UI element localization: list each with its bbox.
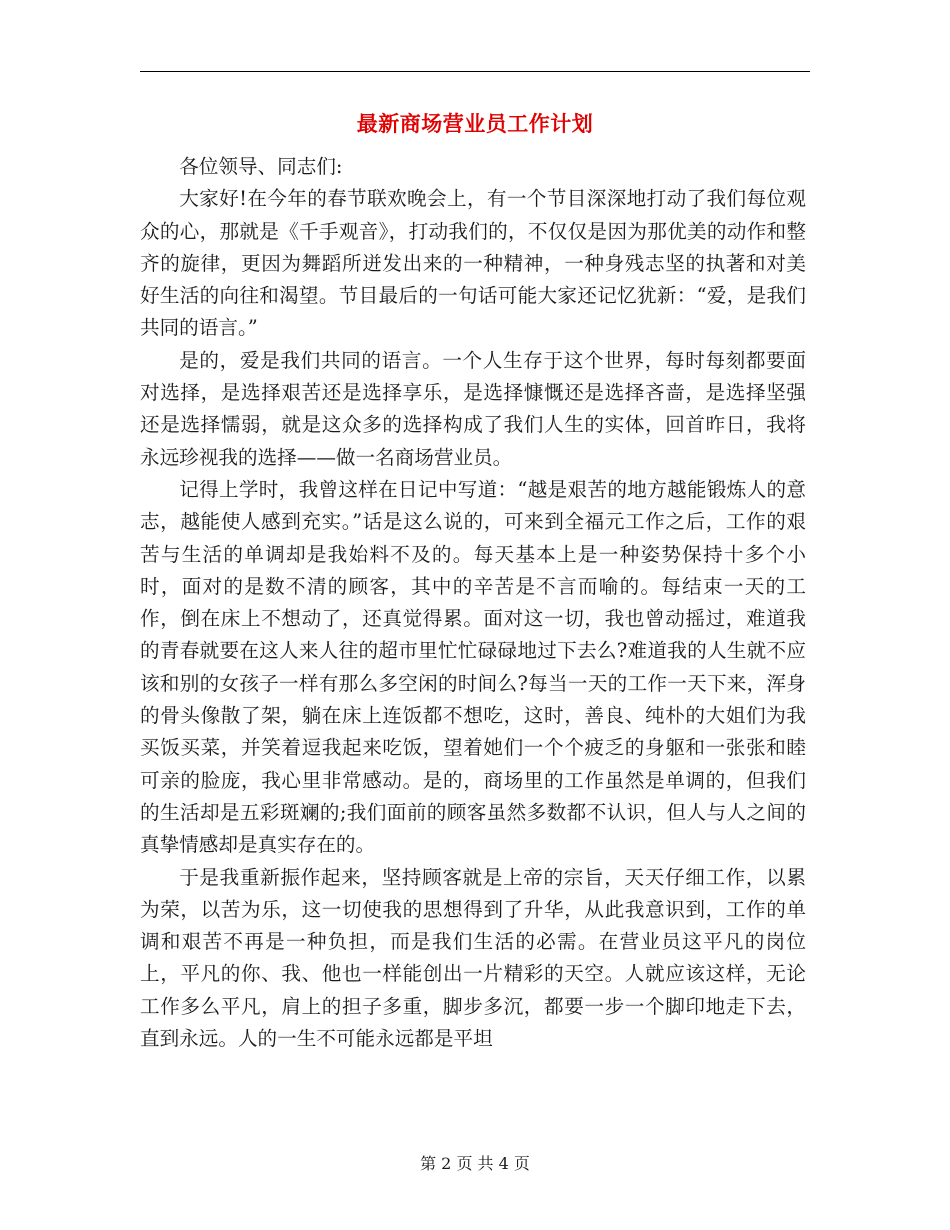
body-paragraph: 大家好!在今年的春节联欢晚会上，有一个节目深深地打动了我们每位观众的心，那就是《千手观音》，打动我们的，不仅仅是因为那优美的动作和整齐的旋律，更因为舞蹈所迸发出来的一种精神，一种身残志坚的执著和对美好生活的向往和渴望。节目最后的一句话可能大家还记忆犹新：“爱，是我们共同的语言。” xyxy=(140,187,806,340)
header-rule xyxy=(140,71,810,72)
body-paragraph: 记得上学时，我曾这样在日记中写道：“越是艰苦的地方越能锻炼人的意志，越能使人感到充实。”话是这么说的，可来到全福元工作之后，工作的艰苦与生活的单调却是我始料不及的。每天基本上是一种姿势保持十多个小时，面对的是数不清的顾客，其中的辛苦是不言而喻的。每结束一天的工作，倒在床上不想动了，还真觉得累。面对这一切，我也曾动摇过，难道我的青春就要在这人来人往的超市里忙忙碌碌地过下去么?难道我的人生就不应该和别的女孩子一样有那么多空闲的时间么?每当一天的工作一天下来，浑身的骨头像散了架，躺在床上连饭都不想吃，这时，善良、纯朴的大姐们为我买饭买菜，并笑着逗我起来吃饭，望着她们一个个疲乏的身躯和一张张和睦可亲的脸庞，我心里非常感动。是的，商场里的工作虽然是单调的，但我们的生活却是五彩斑斓的;我们面前的顾客虽然多数都不认识，但人与人之间的真挚情感却是真实存在的。 xyxy=(140,477,806,857)
page-footer xyxy=(0,1153,950,1175)
document-body xyxy=(140,151,806,1055)
page-number-label: 第 2 页 共 4 页 xyxy=(420,1154,530,1173)
document-title: 最新商场营业员工作计划 xyxy=(356,112,594,136)
body-paragraph: 是的，爱是我们共同的语言。一个人生存于这个世界，每时每刻都要面对选择，是选择艰苦还是选择享乐，是选择慷慨还是选择吝啬，是选择坚强还是选择懦弱，就是这众多的选择构成了我们人生的实体，回首昨日，我将永远珍视我的选择——做一名商场营业员。 xyxy=(140,348,806,469)
salutation-paragraph: 各位领导、同志们: xyxy=(179,155,343,178)
body-paragraph: 于是我重新振作起来，坚持顾客就是上帝的宗旨，天天仔细工作，以累为荣，以苦为乐，这一切使我的思想得到了升华，从此我意识到，工作的单调和艰苦不再是一种负担，而是我们生活的必需。在营业员这平凡的岗位上，平凡的你、我、他也一样能创出一片精彩的天空。人就应该这样，无论工作多么平凡，肩上的担子多重，脚步多沉，都要一步一个脚印地走下去，直到永远。人的一生不可能永远都是平坦 xyxy=(140,865,806,1051)
